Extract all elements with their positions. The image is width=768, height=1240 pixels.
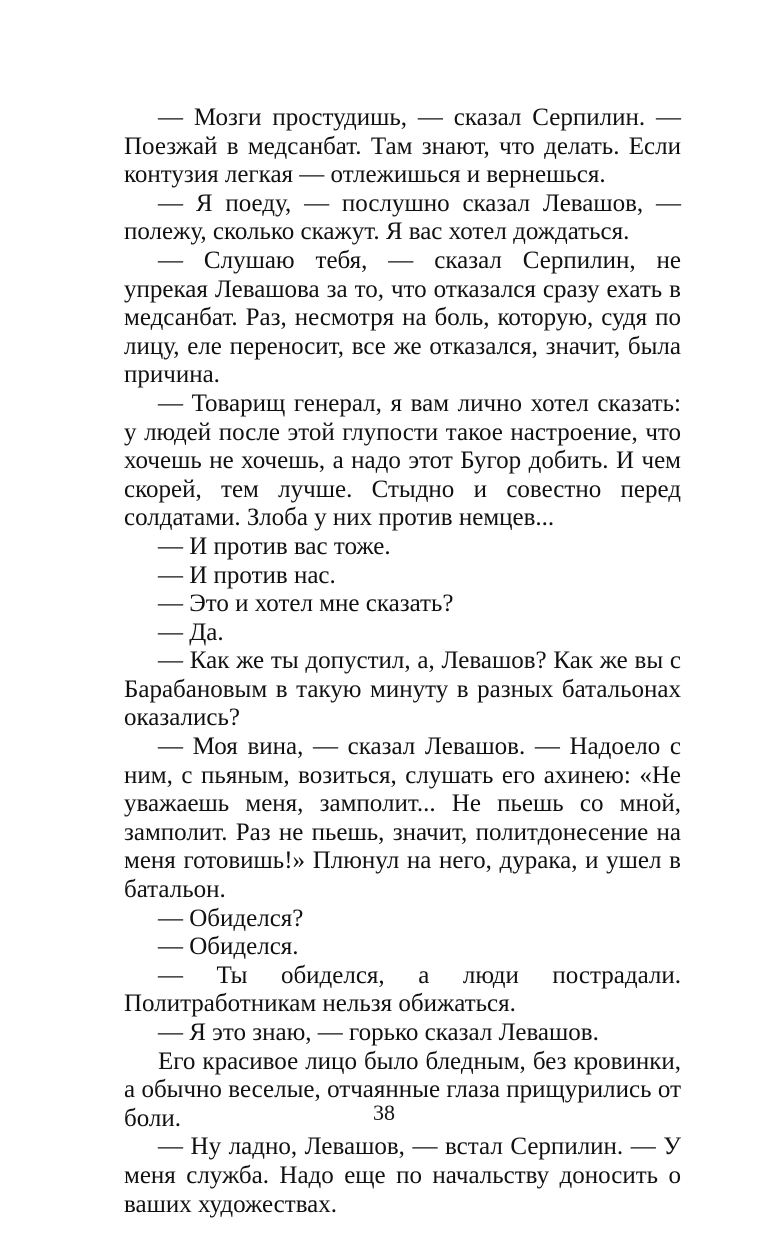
paragraph-14: — Я это знаю, — горько сказал Левашов. bbox=[158, 1019, 599, 1046]
paragraph-13: — Ты обиделся, а люди пострадали. Политработникам нельзя обижаться. bbox=[124, 961, 681, 1018]
paragraph-6: — И против нас. bbox=[158, 561, 336, 589]
paragraph-12: — Обиделся. bbox=[158, 933, 299, 961]
paragraph-7: — Это и хотел мне сказать? bbox=[158, 590, 454, 618]
paragraph-1: — Мозги простудишь, — сказал Серпилин. — Поезжай в медсанбат. Там знают, что делать. Если контузия легкая — отлежишься и вернешься. bbox=[124, 104, 681, 189]
paragraph-4: — Товарищ генерал, я вам лично хотел сказать: у людей после этой глупости такое настроение, что хочешь не хочешь, а надо этот Бугор добить. И чем скорей, тем лучше. Стыдно и совестно перед солдатами. Злоба у них против немцев... bbox=[124, 389, 681, 532]
paragraph-3: — Слушаю тебя, — сказал Серпилин, не упрекая Левашова за то, что отказался сразу ехать в медсанбат. Раз, несмотря на боль, которую, судя по лицу, еле переносит, все же отказался, значит, была причина. bbox=[124, 246, 681, 389]
paragraph-5: — И против вас тоже. bbox=[158, 532, 391, 560]
paragraph-10: — Моя вина, — сказал Левашов. — Надоело с ним, с пьяным, возиться, слушать его ахинею: «Не уважаешь меня, замполит... Не пьешь со мной, замполит. Раз не пьешь, значит, политдонесение на меня готовишь!» Плюнул на него, дурака, и ушел в батальон. bbox=[124, 733, 681, 904]
paragraph-15: Его красивое лицо было бледным, без кровинки, а обычно веселые, отчаянные глаза прищурились от боли. bbox=[124, 1047, 681, 1132]
paragraph-2: — Я поеду, — послушно сказал Левашов, — полежу, сколько скажут. Я вас хотел дождаться. bbox=[124, 189, 681, 246]
page-text bbox=[124, 104, 681, 1219]
paragraph-11: — Обиделся? bbox=[158, 904, 304, 932]
paragraph-16: — Ну ладно, Левашов, — встал Серпилин. — У меня служба. Надо еще по начальству доносить о ваших художествах. bbox=[124, 1133, 681, 1218]
paragraph-8: — Да. bbox=[158, 618, 224, 646]
paragraph-9: — Как же ты допустил, а, Левашов? Как же вы с Барабановым в такую минуту в разных батальонах оказались? bbox=[124, 647, 681, 732]
page-number: 38 bbox=[373, 1100, 395, 1125]
